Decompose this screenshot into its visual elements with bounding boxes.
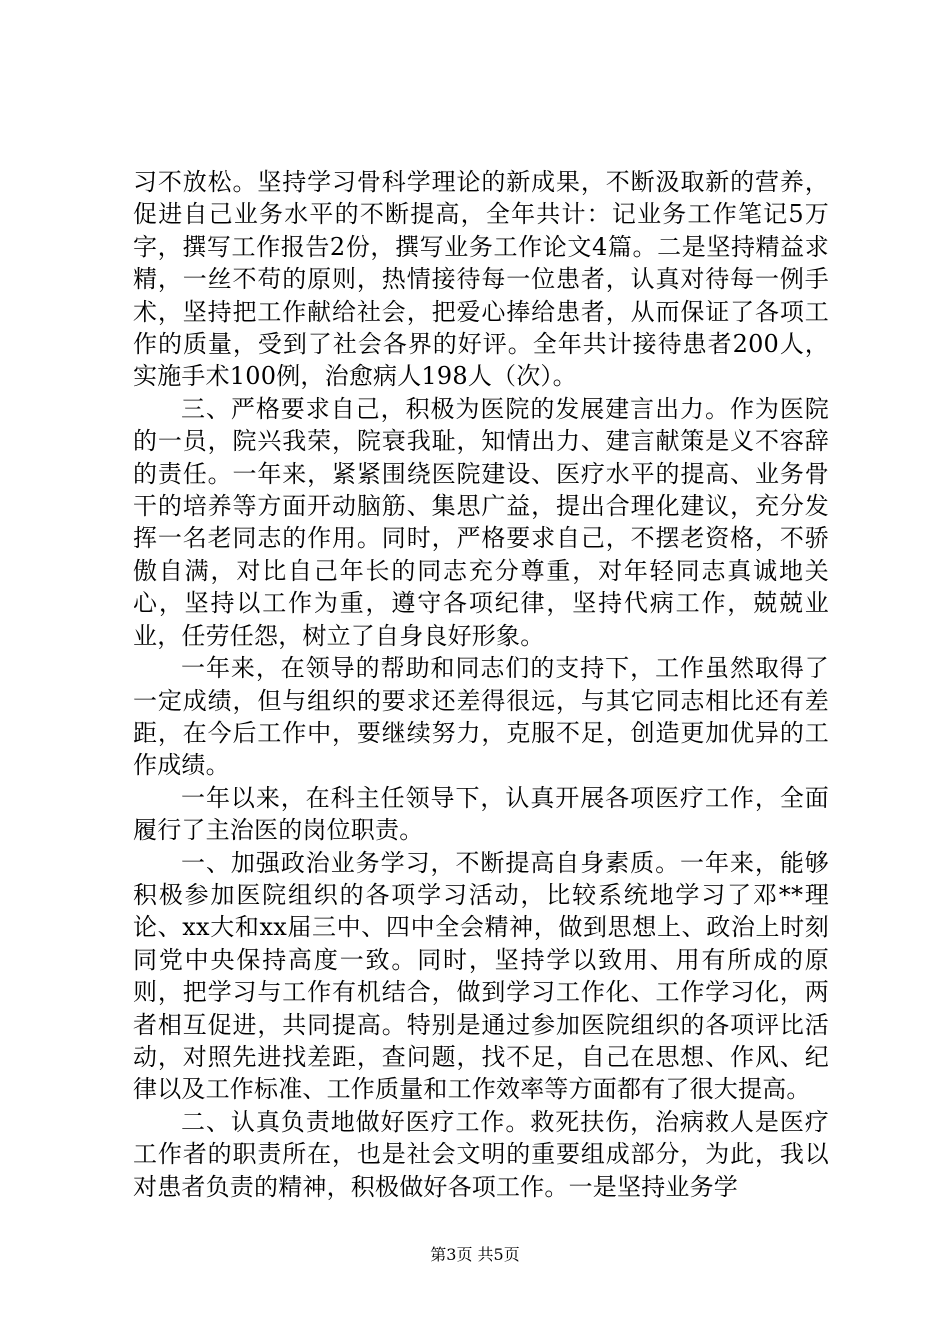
paragraph-continuation: 习不放松。坚持学习骨科学理论的新成果，不断汲取新的营养，促进自己业务水平的不断提高，全年共计：记业务工作笔记5万字，撰写工作报告2份，撰写业务工作论文4篇。二是坚持精益求精，一丝不苟的原则，热情接待每一位患者，认真对待每一例手术，坚持把工作献给社会，把爱心捧给患者，从而保证了各项工作的质量，受到了社会各界的好评。全年共计接待患者200人，实施手术100例，治愈病人198人（次）。 — [133, 168, 829, 391]
paragraph-section-one: 一、加强政治业务学习，不断提高自身素质。一年来，能够积极参加医院组织的各项学习活动，比较系统地学习了邓**理论、xx大和xx届三中、四中全会精神，做到思想上、政治上时刻同党中央保持高度一致。同时，坚持学以致用、用有所成的原则，把学习与工作有机结合，做到学习工作化、工作学习化，两者相互促进，共同提高。特别是通过参加医院组织的各项评比活动，对照先进找差距，查问题，找不足，自己在思想、作风、纪律以及工作标准、工作质量和工作效率等方面都有了很大提高。 — [133, 848, 829, 1104]
paragraph-year-intro: 一年以来，在科主任领导下，认真开展各项医疗工作，全面履行了主治医的岗位职责。 — [133, 783, 829, 845]
paragraph-section-two: 二、认真负责地做好医疗工作。救死扶伤，治病救人是医疗工作者的职责所在，也是社会文明的重要组成部分，为此，我以对患者负责的精神，积极做好各项工作。一是坚持业务学 — [133, 1107, 829, 1201]
page-number-footer: 第3页 共5页 — [430, 1245, 520, 1264]
paragraph-section-three: 三、严格要求自己，积极为医院的发展建言出力。作为医院的一员，院兴我荣，院衰我耻，知情出力、建言献策是义不容辞的责任。一年来，紧紧围绕医院建设、医疗水平的提高、业务骨干的培养等方面开动脑筋、集思广益，提出合理化建议，充分发挥一名老同志的作用。同时，严格要求自己，不摆老资格，不骄傲自满，对比自己年长的同志充分尊重，对年轻同志真诚地关心，坚持以工作为重，遵守各项纪律，坚持代病工作，兢兢业业，任劳任怨，树立了自身良好形象。 — [133, 394, 829, 650]
document-body — [133, 166, 829, 1203]
paragraph-year-summary: 一年来，在领导的帮助和同志们的支持下，工作虽然取得了一定成绩，但与组织的要求还差得很远，与其它同志相比还有差距，在今后工作中，要继续努力，克服不足，创造更加优异的工作成绩。 — [133, 654, 829, 780]
